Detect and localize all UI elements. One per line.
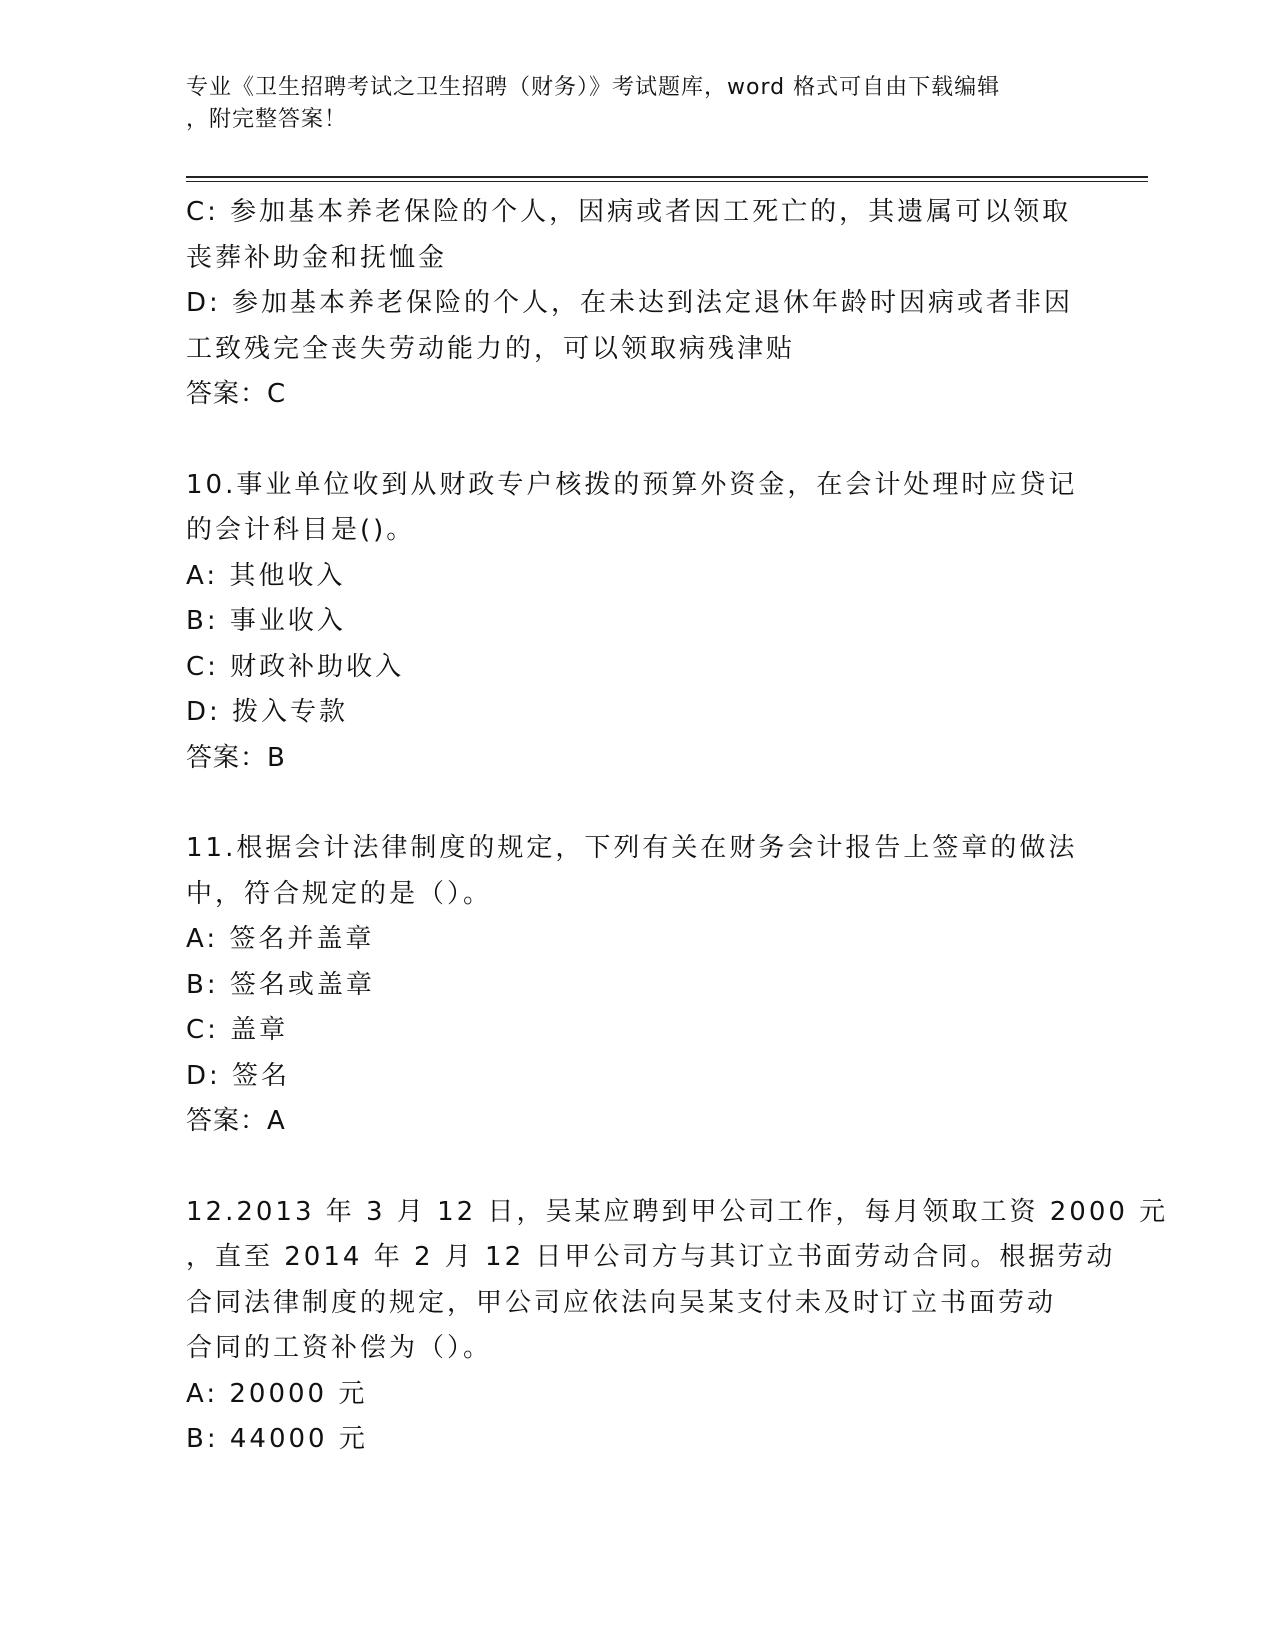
question-content [186,190,1169,1463]
q12-stem-line-4: 合同的工资补偿为（）。 [186,1333,493,1363]
q11-answer: 答案：A [186,1106,286,1136]
q9-answer: 答案：C [186,379,287,409]
q12-stem-line-3: 合同法律制度的规定，甲公司应依法向吴某支付未及时订立书面劳动 [186,1287,1057,1318]
document-header [186,72,1086,136]
question-10 [186,463,1086,782]
q11-option-d: D: 签名 [186,1060,291,1091]
spacer [186,1145,1086,1190]
q9-option-c-line-1: C: 参加基本养老保险的个人，因病或者因工死亡的，其遗属可以领取 [186,197,1072,227]
q10-option-d: D: 拨入专款 [186,697,349,727]
question-11 [186,826,1086,1145]
q10-option-a: A: 其他收入 [186,560,346,591]
question-9 [186,190,1086,418]
q10-stem-line-2: 的会计科目是()。 [186,515,416,545]
spacer [186,781,1086,826]
q9-option-d-line-1: D: 参加基本养老保险的个人，在未达到法定退休年龄时因病或者非因 [186,288,1074,318]
header-line-1: 专业《卫生招聘考试之卫生招聘（财务）》考试题库，word 格式可自由下载编辑 [186,75,1001,100]
q12-option-b: B: 44000 元 [186,1424,368,1454]
header-rule-thick [186,176,1148,178]
header-line-2: ，附完整答案！ [186,107,348,132]
q9-option-c-line-2: 丧葬补助金和抚恤金 [186,242,448,273]
q11-stem-line-2: 中，符合规定的是（）。 [186,878,493,909]
q11-option-c: C: 盖章 [186,1015,289,1045]
q10-answer: 答案：B [186,742,286,773]
q12-stem-line-1: 12.2013 年 3 月 12 日，吴某应聘到甲公司工作，每月领取工资 2000 元 [186,1196,1169,1227]
header-rule-thin [186,181,1148,182]
q11-option-a: A: 签名并盖章 [186,924,375,954]
q10-option-c: C: 财政补助收入 [186,651,405,682]
question-12 [186,1190,1169,1463]
q10-stem-line-1: 10.事业单位收到从财政专户核拨的预算外资金，在会计处理时应贷记 [186,469,1078,500]
spacer [186,418,1086,463]
q11-option-b: B: 签名或盖章 [186,969,375,1000]
q12-option-a: A: 20000 元 [186,1378,368,1409]
q11-stem-line-1: 11.根据会计法律制度的规定，下列有关在财务会计报告上签章的做法 [186,833,1078,863]
q12-stem-line-2: ，直至 2014 年 2 月 12 日甲公司方与其订立书面劳动合同。根据劳动 [186,1242,1116,1272]
q10-option-b: B: 事业收入 [186,606,346,636]
q9-option-d-line-2: 工致残完全丧失劳动能力的，可以领取病残津贴 [186,333,796,364]
